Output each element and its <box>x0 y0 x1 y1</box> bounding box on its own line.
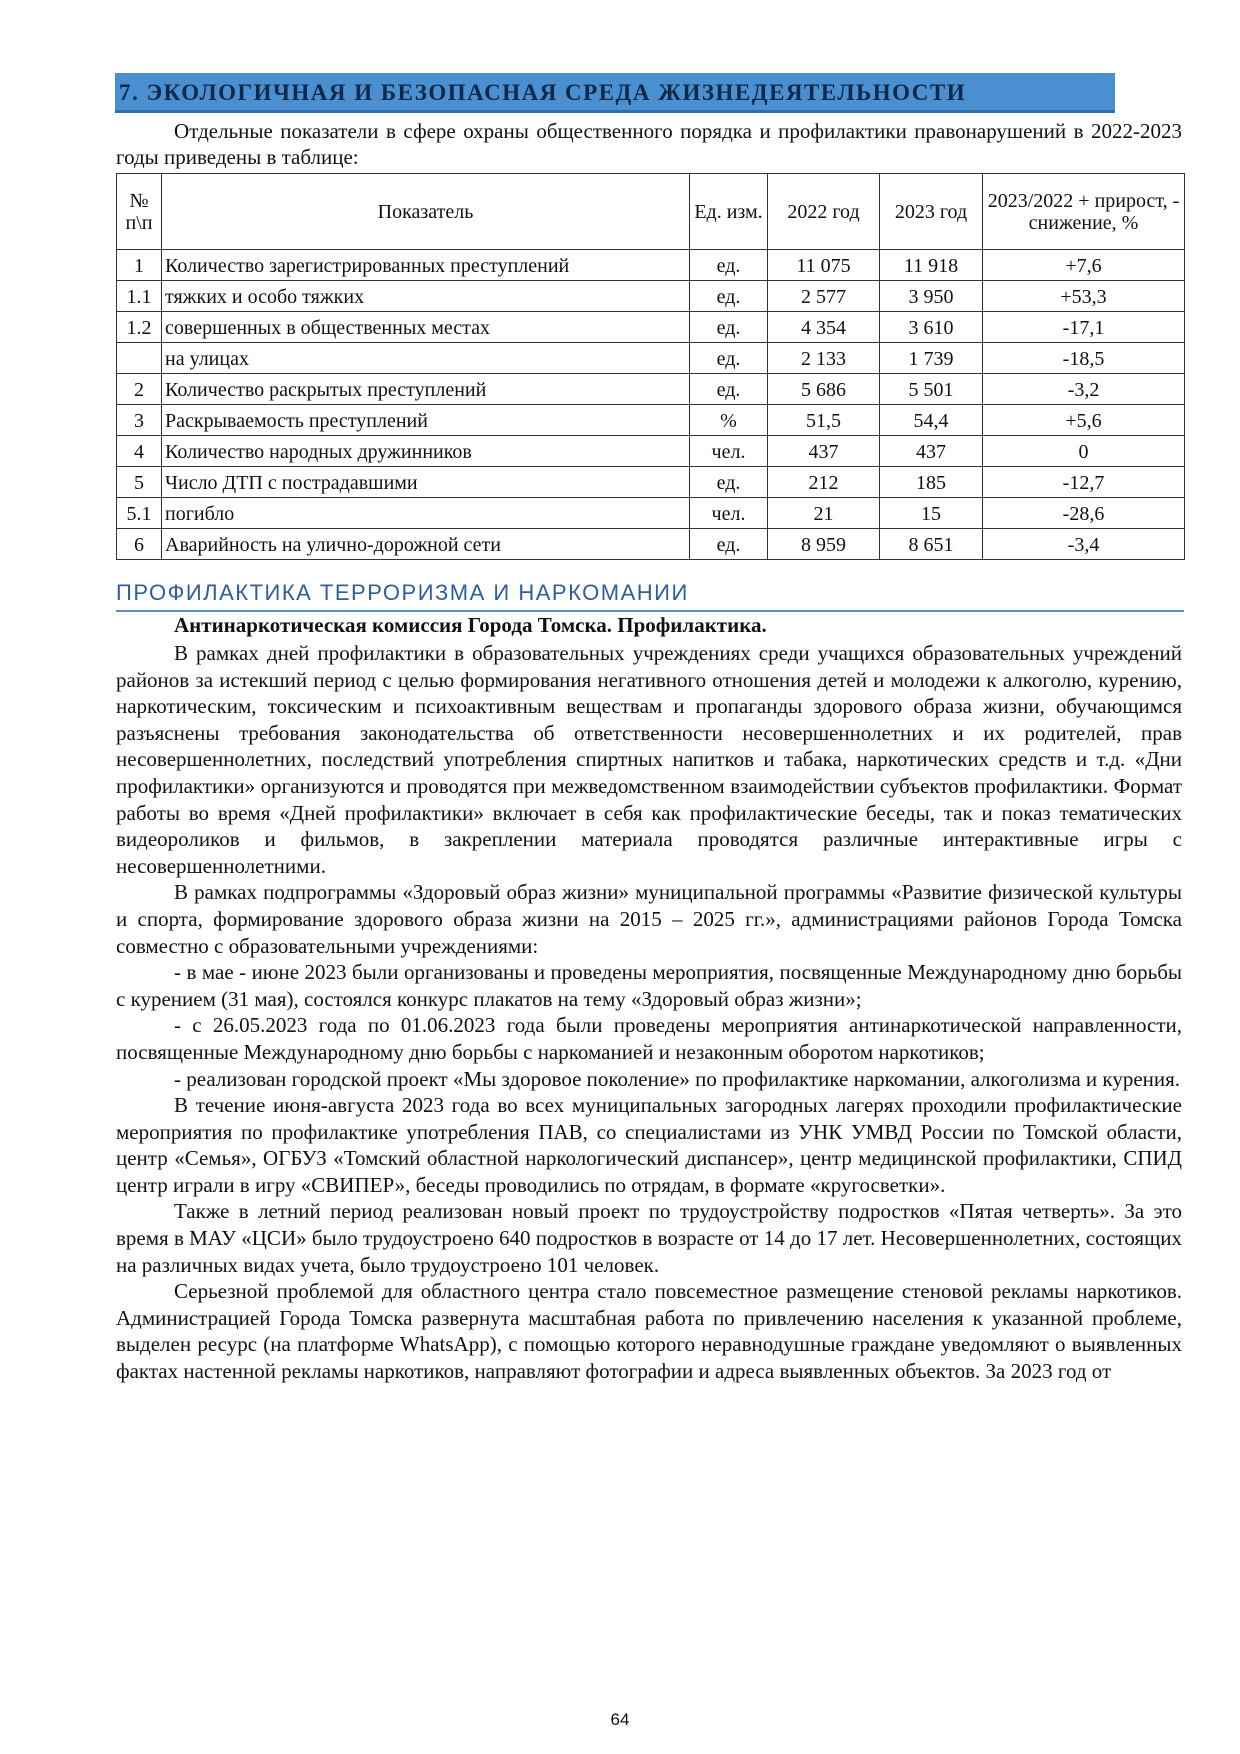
cell-num <box>117 343 162 374</box>
cell-indicator: Раскрываемость преступлений <box>162 405 690 436</box>
list-item: - с 26.05.2023 года по 01.06.2023 года были проведены мероприятия антинаркотической направленности, посвященные Международному дню борьбы с наркоманией и незаконным оборотом наркотиков; <box>116 1013 1182 1064</box>
cell-2022: 21 <box>768 498 880 529</box>
cell-unit: % <box>690 405 768 436</box>
table-row <box>117 405 1185 436</box>
cell-indicator: погибло <box>162 498 690 529</box>
cell-unit: ед. <box>690 467 768 498</box>
cell-change: +7,6 <box>983 250 1185 281</box>
header-2022: 2022 год <box>768 174 880 250</box>
cell-2023: 3 610 <box>880 312 983 343</box>
cell-2023: 1 739 <box>880 343 983 374</box>
cell-unit: чел. <box>690 436 768 467</box>
cell-2023: 15 <box>880 498 983 529</box>
cell-unit: ед. <box>690 250 768 281</box>
cell-indicator: Число ДТП с пострадавшими <box>162 467 690 498</box>
cell-2023: 3 950 <box>880 281 983 312</box>
intro-paragraph: Отдельные показатели в сфере охраны общественного порядка и профилактики правонарушений в 2022-2023 годы приведены в таблице: <box>116 119 1182 169</box>
header-indicator: Показатель <box>162 174 690 250</box>
cell-indicator: Количество раскрытых преступлений <box>162 374 690 405</box>
table-header-row <box>117 174 1185 250</box>
header-change: 2023/2022 + прирост, - снижение, % <box>983 174 1185 250</box>
section-header: 7. ЭКОЛОГИЧНАЯ И БЕЗОПАСНАЯ СРЕДА ЖИЗНЕДЕЯТЕЛЬНОСТИ <box>115 73 1115 113</box>
body-text <box>116 640 1182 1385</box>
header-2023: 2023 год <box>880 174 983 250</box>
cell-unit: ед. <box>690 281 768 312</box>
header-unit: Ед. изм. <box>690 174 768 250</box>
cell-num: 1.2 <box>117 312 162 343</box>
list-item: - реализован городской проект «Мы здоровое поколение» по профилактике наркомании, алкоголизма и курения. <box>174 1066 1181 1091</box>
paragraph: Серьезной проблемой для областного центра стало повсеместное размещение стеновой рекламы наркотиков. Администрацией Города Томска развернута масштабная работа по привлечению населения к указанной проблеме, выделен ресурс (на платформе WhatsApp), с помощью которого неравнодушные граждане уведомляют о выявленных фактах настенной рекламы наркотиков, направляют фотографии и адреса выявленных объектов. За 2023 год от <box>116 1279 1182 1384</box>
cell-num: 3 <box>117 405 162 436</box>
cell-2022: 8 959 <box>768 529 880 560</box>
table-row <box>117 343 1185 374</box>
cell-indicator: на улицах <box>162 343 690 374</box>
cell-num: 1.1 <box>117 281 162 312</box>
cell-indicator: тяжких и особо тяжких <box>162 281 690 312</box>
cell-2023: 54,4 <box>880 405 983 436</box>
cell-change: +5,6 <box>983 405 1185 436</box>
cell-2022: 437 <box>768 436 880 467</box>
cell-2022: 2 133 <box>768 343 880 374</box>
header-num: № п\п <box>117 174 162 250</box>
cell-change: -28,6 <box>983 498 1185 529</box>
table-row <box>117 467 1185 498</box>
cell-2022: 11 075 <box>768 250 880 281</box>
cell-num: 4 <box>117 436 162 467</box>
cell-2022: 51,5 <box>768 405 880 436</box>
cell-indicator: Количество зарегистрированных преступлений <box>162 250 690 281</box>
crime-statistics-table <box>116 173 1185 560</box>
subsection-title: ПРОФИЛАКТИКА ТЕРРОРИЗМА И НАРКОМАНИИ <box>116 576 1184 612</box>
cell-num: 5.1 <box>117 498 162 529</box>
cell-change: +53,3 <box>983 281 1185 312</box>
cell-change: -3,2 <box>983 374 1185 405</box>
paragraph: В течение июня-августа 2023 года во всех муниципальных загородных лагерях проходили профилактические мероприятия по профилактике употребления ПАВ, со специалистами из УНК УМВД России по Томской области, центр «Семья», ОГБУЗ «Томский областной наркологический диспансер», центр медицинской профилактики, СПИД центр играли в игру «СВИПЕР», беседы проводились по отрядам, в формате «кругосветки». <box>116 1093 1182 1197</box>
cell-num: 1 <box>117 250 162 281</box>
page-number: 64 <box>610 1710 630 1729</box>
cell-2022: 4 354 <box>768 312 880 343</box>
subheading: Антинаркотическая комиссия Города Томска. Профилактика. <box>174 613 767 637</box>
table-row <box>117 498 1185 529</box>
table-row <box>117 374 1185 405</box>
cell-num: 6 <box>117 529 162 560</box>
cell-indicator: совершенных в общественных местах <box>162 312 690 343</box>
cell-indicator: Аварийность на улично-дорожной сети <box>162 529 690 560</box>
cell-num: 2 <box>117 374 162 405</box>
cell-unit: ед. <box>690 312 768 343</box>
cell-2022: 5 686 <box>768 374 880 405</box>
cell-unit: ед. <box>690 343 768 374</box>
cell-2023: 5 501 <box>880 374 983 405</box>
table-row <box>117 281 1185 312</box>
paragraph: Также в летний период реализован новый проект по трудоустройству подростков «Пятая четверть». За это время в МАУ «ЦСИ» было трудоустроено 640 подростков в возрасте от 14 до 17 лет. Несовершеннолетних, состоящих на различных видах учета, было трудоустроено 101 человек. <box>116 1199 1182 1277</box>
cell-change: -12,7 <box>983 467 1185 498</box>
cell-change: -3,4 <box>983 529 1185 560</box>
table-row <box>117 312 1185 343</box>
table-row <box>117 529 1185 560</box>
cell-2022: 212 <box>768 467 880 498</box>
table-row <box>117 250 1185 281</box>
cell-2023: 11 918 <box>880 250 983 281</box>
cell-unit: ед. <box>690 374 768 405</box>
paragraph: В рамках подпрограммы «Здоровый образ жизни» муниципальной программы «Развитие физической культуры и спорта, формирование здорового образа жизни на 2015 – 2025 гг.», администрациями районов Города Томска совместно с образовательными учреждениями: <box>116 880 1182 958</box>
cell-2022: 2 577 <box>768 281 880 312</box>
cell-2023: 185 <box>880 467 983 498</box>
cell-unit: ед. <box>690 529 768 560</box>
list-item: - в мае - июне 2023 были организованы и проведены мероприятия, посвященные Международному дню борьбы с курением (31 мая), состоялся конкурс плакатов на тему «Здоровый образ жизни»; <box>116 960 1182 1011</box>
table-row <box>117 436 1185 467</box>
cell-unit: чел. <box>690 498 768 529</box>
cell-change: 0 <box>983 436 1185 467</box>
cell-indicator: Количество народных дружинников <box>162 436 690 467</box>
cell-num: 5 <box>117 467 162 498</box>
paragraph: В рамках дней профилактики в образовательных учреждениях среди учащихся образовательных учреждений районов за истекший период с целью формирования негативного отношения детей и молодежи к алкоголю, курению, наркотическим, токсическим и психоактивным веществам и пропаганды здорового образа жизни, обучающимся разъяснены требования законодательства об ответственности несовершеннолетних и их родителей, прав несовершеннолетних, последствий употребления спиртных напитков и табака, наркотических средств и т.д. «Дни профилактики» организуются и проводятся при межведомственном взаимодействии субъектов профилактики. Формат работы во время «Дней профилактики» включает в себя как профилактические беседы, так и показ тематических видеороликов и фильмов, в закреплении материала проводятся различные интерактивные игры с несовершеннолетними. <box>116 641 1182 878</box>
cell-2023: 8 651 <box>880 529 983 560</box>
cell-change: -18,5 <box>983 343 1185 374</box>
cell-2023: 437 <box>880 436 983 467</box>
cell-change: -17,1 <box>983 312 1185 343</box>
